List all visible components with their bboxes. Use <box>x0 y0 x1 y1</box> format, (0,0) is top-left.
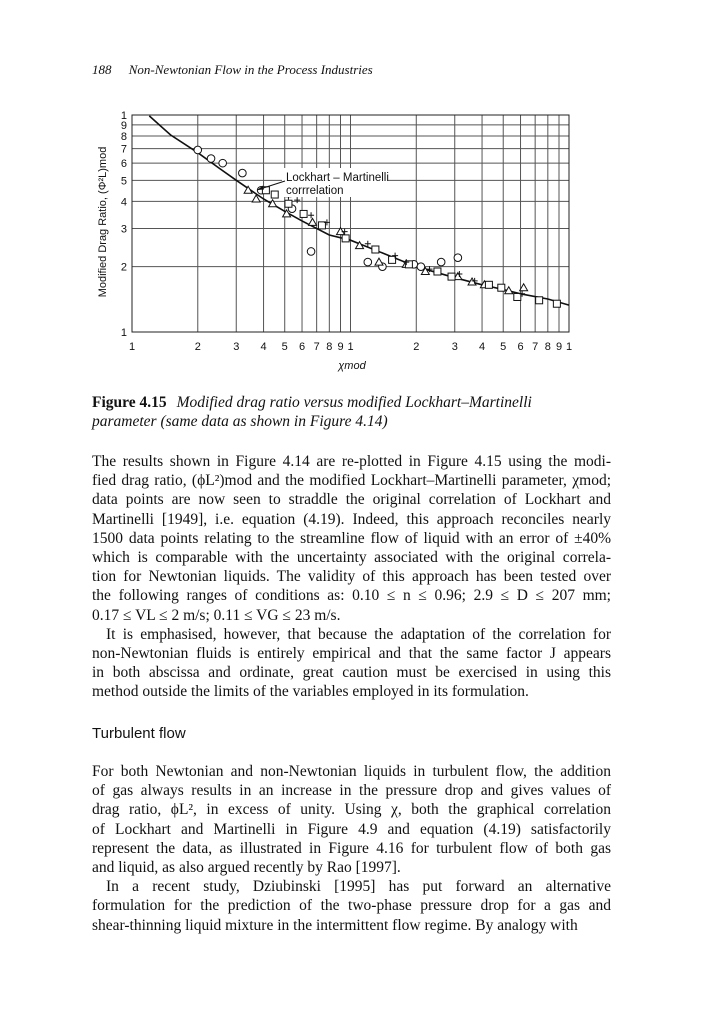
caption-line-1: Modified drag ratio versus modified Lockhart–Martinelli <box>176 394 532 411</box>
annotation-line1: Lockhart – Martinelli <box>286 172 389 184</box>
x-tick-label: 6 <box>517 341 524 353</box>
x-tick-label: 4 <box>478 341 486 353</box>
x-tick-labels <box>129 341 572 353</box>
data-point-circle <box>219 159 227 167</box>
x-tick-label: 9 <box>555 341 563 353</box>
text-line: The results shown in Figure 4.14 are re-plotted in Figure 4.15 using the modi- <box>92 453 611 470</box>
section-heading: Turbulent flow <box>92 725 186 742</box>
data-point-circle <box>207 155 215 163</box>
x-tick-label: 1 <box>128 341 136 353</box>
data-point-square <box>514 293 521 300</box>
text-line: shear-thinning liquid mixture in the intermittent flow regime. By analogy with <box>92 916 578 934</box>
x-tick-label: 1 <box>347 341 354 353</box>
text-line: which is comparable with the uncertainty associated with the original correla- <box>92 549 611 567</box>
text-line: drag ratio, ϕL², in excess of unity. Using χ, both the graphical correlation <box>92 801 611 819</box>
running-title: Non-Newtonian Flow in the Process Industries <box>128 62 373 77</box>
y-tick-label: 1 <box>120 327 127 339</box>
text-line: in both abscissa and ordinate, great caution must be exercised in using this <box>92 664 611 682</box>
lockhart-martinelli-curve <box>149 116 569 305</box>
data-point-square <box>434 268 441 275</box>
text-line: method outside the limits of the variables employed in its formulation. <box>92 683 529 701</box>
text-line: the following ranges of conditions as: 0.10 ≤ n ≤ 0.96; 2.9 ≤ D ≤ 207 mm; <box>92 587 611 605</box>
body-text-turbulent <box>92 762 611 935</box>
y-tick-label: 7 <box>120 143 127 156</box>
x-tick-label: 4 <box>260 341 267 353</box>
x-tick-label: 5 <box>281 341 288 353</box>
x-tick-label: 9 <box>337 341 344 353</box>
data-point-circle <box>364 258 372 266</box>
y-tick-label: 5 <box>120 175 127 188</box>
x-tick-label: 6 <box>298 341 306 353</box>
data-point-square <box>498 284 505 291</box>
text-line: It is emphasised, however, that because the adaptation of the correlation for <box>106 625 611 643</box>
text-line: 1500 data points relating to the streamline flow of liquid with an error of ±40% <box>92 529 611 547</box>
x-tick-label: 5 <box>500 341 507 353</box>
data-point-circle <box>239 169 247 177</box>
x-tick-label: 3 <box>451 341 458 353</box>
data-point-triangle <box>308 218 316 225</box>
y-tick-label: 4 <box>120 196 127 209</box>
x-tick-label: 8 <box>326 341 333 353</box>
y-tick-label: 9 <box>120 119 127 132</box>
data-point-plus <box>294 197 300 203</box>
text-line: of gas always results in an increase in the pressure drop and gives values of <box>92 782 611 800</box>
data-point-square <box>485 281 492 288</box>
data-point-square <box>553 300 560 307</box>
y-tick-label: 2 <box>120 261 127 274</box>
text-line: and liquid, as also argued recently by Rao [1997]. <box>92 859 401 877</box>
x-tick-label: 1 <box>565 341 573 353</box>
y-axis-label: Modified Drag Ratio, (Φ²L)mod <box>97 146 109 298</box>
text-line: represent the data, as illustrated in Figure 4.16 for turbulent flow of both gas <box>92 839 611 857</box>
data-point-square <box>300 210 307 217</box>
text-line: Martinelli [1949], i.e. equation (4.19). Indeed, this approach reconciles nearly <box>92 510 611 528</box>
text-line: 0.17 ≤ VL ≤ 2 m/s; 0.11 ≤ VG ≤ 23 m/s. <box>92 606 341 624</box>
drag-ratio-chart <box>0 0 701 385</box>
text-line: tion for Newtonian liquids. The validity of this approach has been tested over <box>92 568 611 586</box>
data-point-square <box>389 256 396 263</box>
x-tick-label: 2 <box>413 341 420 353</box>
figure-caption <box>92 393 611 431</box>
x-tick-label: 3 <box>233 341 240 353</box>
y-tick-labels <box>121 110 127 339</box>
data-point-square <box>342 235 349 242</box>
data-point-circle <box>307 248 315 256</box>
data-point-square <box>318 222 325 229</box>
page-number: 188 <box>92 62 112 77</box>
text-line: of Lockhart and Martinelli in Figure 4.9 and equation (4.19) satisfactorily <box>92 820 611 838</box>
text-line: formulation for the prediction of the two-phase pressure drop for a gas and <box>92 897 611 915</box>
data-point-square <box>271 191 278 198</box>
data-point-circle <box>194 146 202 154</box>
text-line: For both Newtonian and non-Newtonian liquids in turbulent flow, the addition <box>92 763 611 780</box>
text-line: In a recent study, Dziubinski [1995] has put forward an alternative <box>106 878 611 896</box>
caption-line-2: parameter (same data as shown in Figure 4.14) <box>92 413 388 430</box>
data-point-circle <box>454 254 462 262</box>
y-tick-label: 8 <box>120 131 127 144</box>
data-point-circle <box>417 263 425 271</box>
text-line: fied drag ratio, (ϕL²)mod and the modified Lockhart–Martinelli parameter, χmod; <box>92 472 611 490</box>
x-tick-label: 7 <box>313 341 320 353</box>
data-point-plus <box>308 212 314 218</box>
y-tick-label: 6 <box>120 158 127 171</box>
y-tick-label: 1 <box>120 110 127 122</box>
data-point-square <box>372 246 379 253</box>
text-line: data points are now seen to straddle the original correlation of Lockhart and <box>92 491 611 509</box>
data-point-circle <box>437 258 445 266</box>
body-text-laminar <box>92 452 611 702</box>
figure-label: Figure 4.15 <box>92 394 167 411</box>
x-tick-label: 2 <box>194 341 201 353</box>
text-line: non-Newtonian fluids is entirely empirical and that the same factor J appears <box>92 645 611 663</box>
data-point-square <box>536 297 543 304</box>
annotation-line2: corrrelation <box>286 185 344 197</box>
y-tick-label: 3 <box>120 223 127 236</box>
x-tick-label: 8 <box>544 341 551 353</box>
data-point-triangle <box>375 258 383 265</box>
data-point-square <box>448 273 455 280</box>
x-tick-label: 7 <box>532 341 539 353</box>
x-axis-label: χmod <box>338 360 366 372</box>
data-point-square <box>285 200 292 207</box>
